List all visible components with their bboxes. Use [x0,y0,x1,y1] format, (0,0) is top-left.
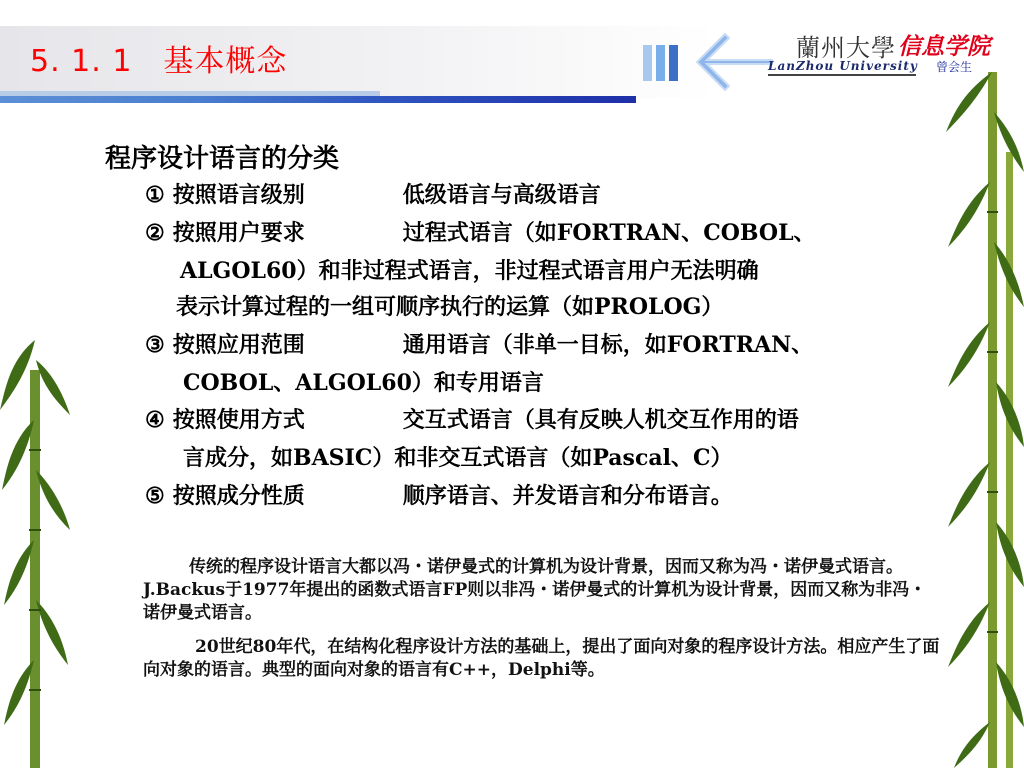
slide-title: 5. 1. 1 基本概念 [30,44,288,79]
university-name-cn: 蘭州大學 [796,34,896,62]
item-text: 顺序语言、并发语言和分布语言。 [402,483,733,509]
item-text: 交互式语言（具有反映人机交互作用的语 [402,407,799,433]
item-category: 按照应用范围 [172,332,305,358]
list-item [145,178,601,209]
item-category: 按照成分性质 [172,483,305,509]
list-item [145,328,813,359]
item-category: 按照语言级别 [172,182,305,208]
item-text: 通用语言（非单一目标，如FORTRAN、 [402,332,814,358]
paragraph: 20世纪80年代，在结构化程序设计方法的基础上，提出了面向对象的程序设计方法。相应产生了面向对象的语言。典型的面向对象的语言有C++，Delphi等。 [143,637,940,680]
item-number: ③ [145,332,165,358]
item-text-continued: COBOL、ALGOL60）和专用语言 [183,370,544,396]
item-number: ④ [145,407,165,433]
item-text-continued: 言成分，如BASIC）和非交互式语言（如Pascal、C） [183,445,733,471]
item-category: 按照用户要求 [172,220,305,246]
college-name: 信息学院 [898,34,990,60]
list-item [145,479,733,510]
item-text-continued: 表示计算过程的一组可顺序执行的运算（如PROLOG） [176,294,724,320]
item-text: 过程式语言（如FORTRAN、COBOL、 [402,220,816,246]
item-category: 按照使用方式 [172,407,305,433]
item-number: ② [145,220,165,246]
section-heading: 程序设计语言的分类 [105,144,340,174]
item-text-continued: ALGOL60）和非过程式语言，非过程式语言用户无法明确 [180,258,759,284]
paragraph: 传统的程序设计语言大都以冯・诺伊曼式的计算机为设计背景，因而又称为冯・诺伊曼式语言。J.Backus于1977年提出的函数式语言FP则以非冯・诺伊曼式的计算机为设计背景，因而又称为非冯・诺伊曼式语言。 [143,557,927,623]
list-item [145,403,799,434]
list-item [145,216,816,247]
item-text: 低级语言与高级语言 [402,182,601,208]
author-name: 曾会生 [936,60,973,74]
university-name-en: LanZhou University [768,58,916,76]
item-number: ① [145,182,165,208]
item-number: ⑤ [145,483,165,509]
